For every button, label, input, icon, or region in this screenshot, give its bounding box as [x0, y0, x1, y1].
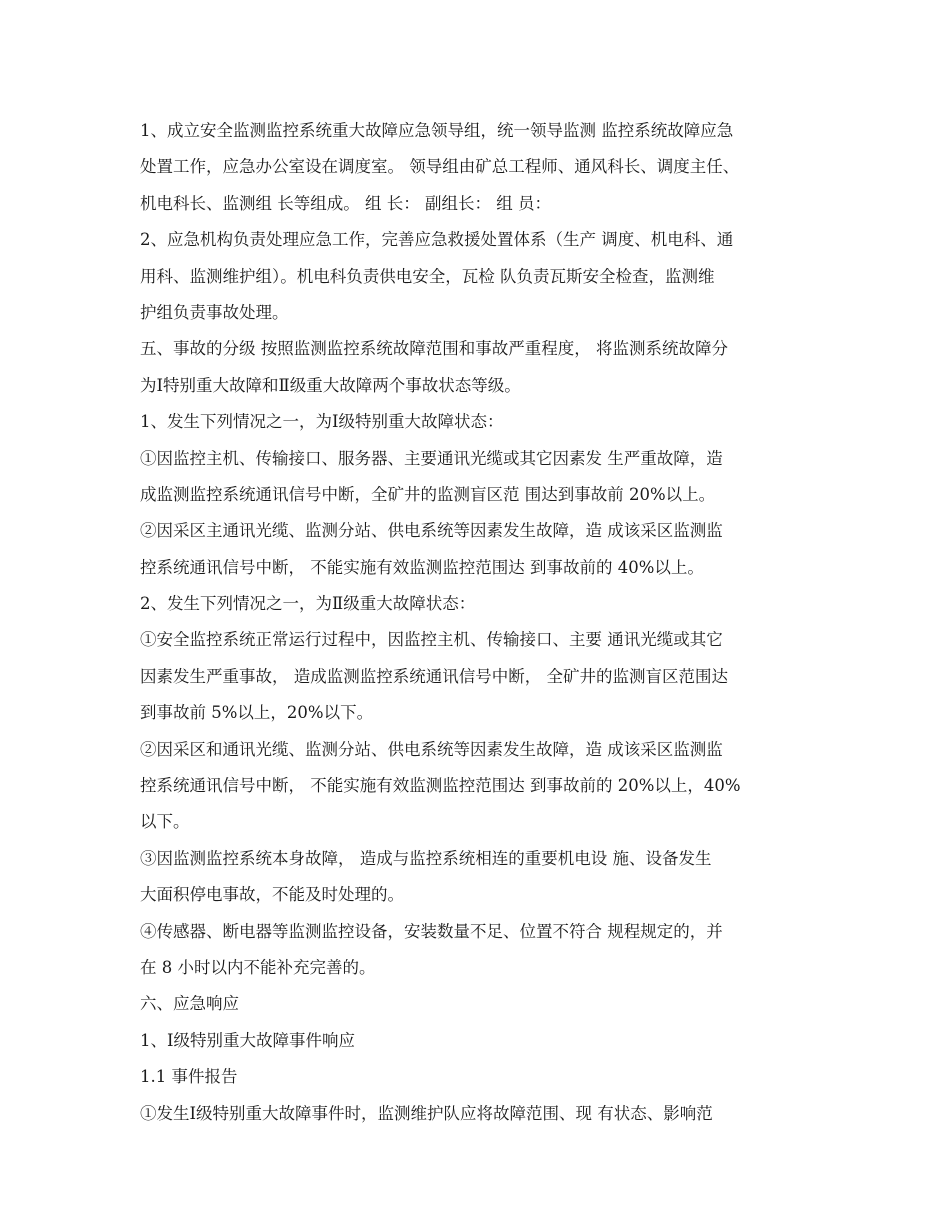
text-line: ①因监控主机、传输接口、服务器、主要通讯光缆或其它因素发 生严重故障，造: [140, 448, 723, 468]
text-line: 为Ⅰ特别重大故障和Ⅱ级重大故障两个事故状态等级。: [140, 375, 521, 395]
text-line: 控系统通讯信号中断， 不能实施有效监测监控范围达 到事故前的 20%以上，40%: [140, 776, 741, 796]
text-line: 1、成立安全监测监控系统重大故障应急领导组，统一领导监测 监控系统故障应急: [140, 121, 734, 140]
text-line: 用科、监测维护组）。机电科负责供电安全，瓦检 队负责瓦斯安全检查，监测维: [140, 266, 715, 286]
text-line: 处置工作，应急办公室设在调度室。 领导组由矿总工程师、通风科长、调度主任、: [140, 157, 740, 177]
text-line: ①安全监控系统正常运行过程中，因监控主机、传输接口、主要 通讯光缆或其它: [140, 630, 723, 650]
section-heading: 六、应急响应: [140, 994, 239, 1014]
text-line: 护组负责事故处理。: [140, 302, 289, 322]
text-line: 以下。: [140, 812, 190, 832]
text-line: 大面积停电事故，不能及时处理的。: [140, 885, 404, 905]
section-heading: 五、事故的分级 按照监测监控系统故障范围和事故严重程度， 将监测系统故障分: [140, 339, 728, 359]
text-line: ③因监测监控系统本身故障， 造成与监控系统相连的重要机电设 施、设备发生: [140, 848, 712, 868]
text-line: 因素发生严重事故， 造成监测监控系统通讯信号中断， 全矿井的监测盲区范围达: [140, 666, 728, 686]
subsection-heading: 1、Ⅰ级特别重大故障事件响应: [140, 1030, 356, 1050]
text-line: 2、应急机构负责处理应急工作，完善应急救援处置体系（生产 调度、机电科、通: [140, 230, 734, 250]
text-line: 1、发生下列情况之一，为Ⅰ级特别重大故障状态：: [140, 412, 504, 432]
text-line: ④传感器、断电器等监测监控设备，安装数量不足、位置不符合 规程规定的，并: [140, 921, 723, 941]
text-line: ②因采区主通讯光缆、监测分站、供电系统等因素发生故障，造 成该采区监测监: [140, 521, 723, 541]
text-line: 成监测监控系统通讯信号中断，全矿井的监测盲区范 围达到事故前 20%以上。: [140, 484, 716, 504]
document-body: [140, 113, 830, 1132]
text-line: 机电科长、监测组 长等组成。 组 长： 副组长： 组 员：: [140, 193, 551, 213]
text-line: 控系统通讯信号中断， 不能实施有效监测监控范围达 到事故前的 40%以上。: [140, 557, 704, 577]
text-line: 在 8 小时以内不能补充完善的。: [140, 957, 376, 977]
subsection-heading: 1.1 事件报告: [140, 1067, 238, 1087]
text-line: ①发生Ⅰ级特别重大故障事件时，监测维护队应将故障范围、现 有状态、影响范: [140, 1103, 713, 1123]
text-line: 到事故前 5%以上，20%以下。: [140, 703, 374, 723]
text-line: 2、发生下列情况之一，为Ⅱ级重大故障状态：: [140, 594, 476, 614]
text-line: ②因采区和通讯光缆、监测分站、供电系统等因素发生故障，造 成该采区监测监: [140, 739, 723, 759]
